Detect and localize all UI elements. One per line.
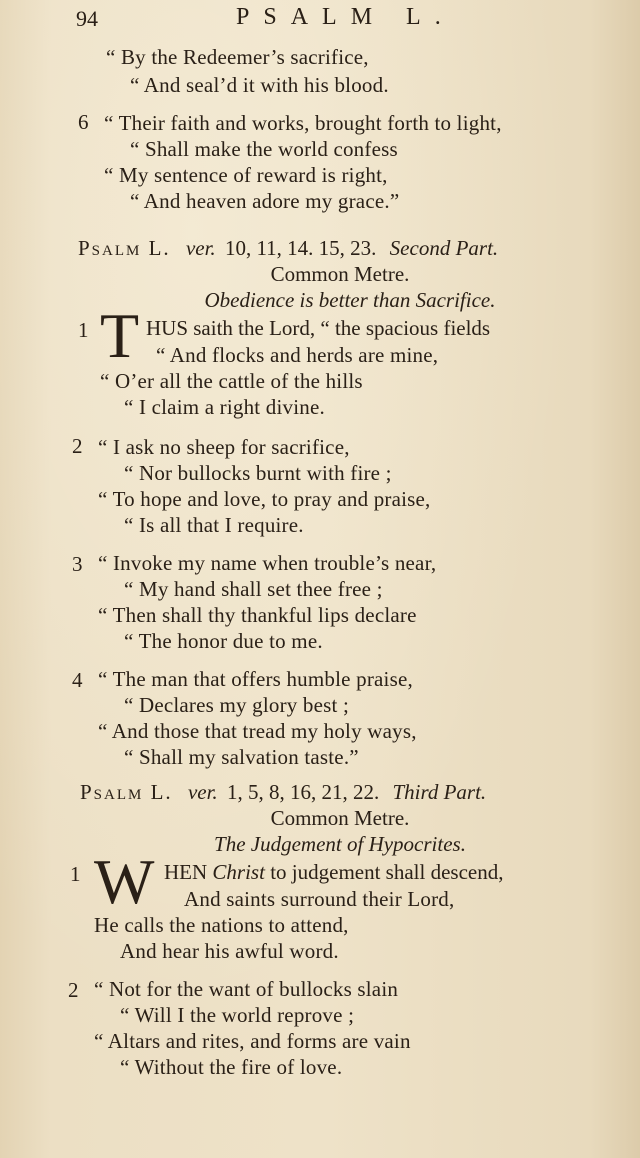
verse-line: “ I claim a right divine. [124, 395, 325, 419]
verse-line: “ To hope and love, to pray and praise, [98, 487, 431, 511]
part-label: Third Part. [392, 780, 487, 804]
verse-line: And hear his awful word. [120, 939, 339, 963]
section-heading [80, 780, 486, 805]
metre-label: Common Metre. [270, 806, 410, 830]
verse-line: “ My hand shall set thee free ; [124, 577, 383, 601]
verse-line: “ Will I the world reprove ; [120, 1003, 355, 1027]
part-label: Second Part. [389, 236, 499, 260]
verse-line: “ Without the fire of love. [120, 1055, 343, 1079]
verse-line: “ The man that offers humble praise, [98, 667, 413, 691]
section-subtitle: The Judgement of Hypocrites. [214, 832, 466, 856]
verse-line: “ Shall make the world confess [130, 137, 398, 161]
verse-line: “ And those that tread my holy ways, [98, 719, 417, 743]
running-title: PSALM L. [236, 4, 455, 30]
verse-list: 1, 5, 8, 16, 21, 22. [226, 780, 380, 804]
verse-line: “ And heaven adore my grace.” [130, 189, 400, 213]
page-number: 94 [76, 6, 98, 31]
stanza-number: 3 [72, 552, 83, 576]
stanza-number: 1 [78, 318, 89, 342]
verse-list: 10, 11, 14. 15, 23. [224, 236, 377, 260]
metre-label: Common Metre. [270, 262, 410, 286]
verse-line: “ O’er all the cattle of the hills [100, 369, 363, 393]
drop-cap: W [94, 846, 155, 917]
section-heading [78, 236, 498, 261]
verse-line: “ Their faith and works, brought forth to light, [104, 111, 502, 135]
verse-line [164, 860, 503, 885]
stanza-number: 1 [70, 862, 81, 886]
verse-line: “ My sentence of reward is right, [104, 163, 388, 187]
section-subtitle: Obedience is better than Sacrifice. [204, 288, 496, 312]
verse-line: HUS saith the Lord, “ the spacious fields [146, 316, 491, 340]
verse-label: ver. [185, 236, 216, 260]
verse-line: “ And seal’d it with his blood. [130, 73, 389, 97]
verse-line: “ By the Redeemer’s sacrifice, [106, 45, 369, 69]
psalm-label: Psalm L. [80, 780, 173, 804]
stanza-number: 2 [68, 978, 79, 1002]
stanza-number: 2 [72, 434, 83, 458]
verse-line: “ Shall my salvation taste.” [124, 745, 359, 769]
stanza-number: 4 [72, 668, 83, 692]
verse-line: “ Is all that I require. [124, 513, 304, 537]
verse-line: And saints surround their Lord, [184, 887, 455, 911]
verse-fragment: HEN [164, 860, 213, 884]
verse-line: “ The honor due to me. [124, 629, 323, 653]
verse-line: “ Invoke my name when trouble’s near, [98, 551, 437, 575]
drop-cap: T [100, 300, 140, 371]
verse-label: ver. [187, 780, 218, 804]
verse-line: “ Then shall thy thankful lips declare [98, 603, 417, 627]
verse-fragment-italic: Christ [212, 860, 265, 884]
verse-line: “ And flocks and herds are mine, [156, 343, 439, 367]
verse-line: “ Nor bullocks burnt with fire ; [124, 461, 392, 485]
verse-line: “ Not for the want of bullocks slain [94, 977, 399, 1001]
verse-line: “ I ask no sheep for sacrifice, [98, 435, 350, 459]
verse-line: “ Declares my glory best ; [124, 693, 350, 717]
verse-line: “ Altars and rites, and forms are vain [94, 1029, 411, 1053]
verse-fragment: to judgement shall descend, [264, 860, 504, 884]
verse-line: He calls the nations to attend, [94, 913, 349, 937]
psalm-label: Psalm L. [78, 236, 171, 260]
stanza-number: 6 [78, 110, 89, 134]
